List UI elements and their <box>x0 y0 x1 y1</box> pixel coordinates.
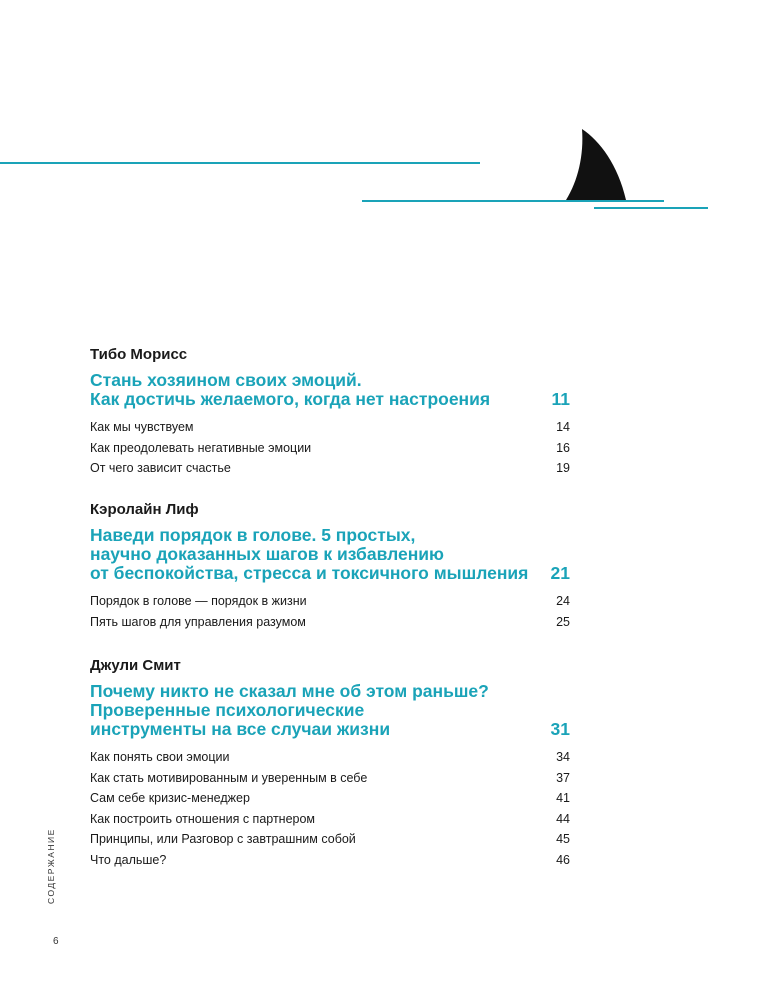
toc-title-row[interactable] <box>90 371 570 409</box>
toc-entry-label: Как стать мотивированным и уверенным в себе <box>90 770 368 785</box>
toc-entry-label: Как мы чувствуем <box>90 420 194 434</box>
toc-entry[interactable] <box>90 458 570 479</box>
water-line-long <box>0 162 480 164</box>
toc-entry-page: 41 <box>556 791 570 805</box>
book-title: Наведи порядок в голове. 5 простых, научно доказанных шагов к избавлению от беспокойства, стресса и токсичного мышления <box>90 525 529 583</box>
book-title-page: 11 <box>551 389 570 409</box>
page-number: 6 <box>53 936 59 947</box>
toc-entry-page: 46 <box>556 852 570 867</box>
toc-entry-label: Принципы, или Разговор с завтрашним собой <box>90 832 356 846</box>
toc-entry-label: Сам себе кризис-менеджер <box>90 791 250 805</box>
toc-section <box>90 345 570 479</box>
toc-section <box>90 656 570 870</box>
book-title: Стань хозяином своих эмоций. Как достичь желаемого, когда нет настроения <box>90 370 491 409</box>
toc-entry-label: Что дальше? <box>90 852 167 867</box>
author-name: Тибо Морисс <box>90 346 188 363</box>
toc-entry-page: 34 <box>556 750 570 764</box>
toc-entry-label: Порядок в голове — порядок в жизни <box>90 594 307 608</box>
toc-entry-page: 37 <box>556 770 570 785</box>
toc-entry[interactable] <box>90 591 570 612</box>
toc-entry-label: Пять шагов для управления разумом <box>90 614 306 629</box>
toc-title-row[interactable] <box>90 682 570 739</box>
toc-entry[interactable] <box>90 417 570 438</box>
shark-fin-icon <box>566 129 628 201</box>
toc-entry-page: 16 <box>556 440 570 455</box>
toc-section <box>90 500 570 632</box>
toc-entry-page: 24 <box>556 594 570 608</box>
toc-entry-page: 45 <box>556 832 570 846</box>
toc-entry[interactable] <box>90 829 570 850</box>
toc-entry-page: 44 <box>556 811 570 826</box>
water-line-short <box>594 207 708 209</box>
toc-entry[interactable] <box>90 438 570 459</box>
toc-entry-page: 19 <box>556 461 570 475</box>
toc-entry-label: От чего зависит счастье <box>90 461 231 475</box>
toc-entry[interactable] <box>90 747 570 768</box>
book-title: Почему никто не сказал мне об этом раньше? Проверенные психологические инструменты на все случаи жизни <box>90 681 489 739</box>
author-name: Кэролайн Лиф <box>90 501 199 518</box>
toc-entry[interactable] <box>90 612 570 633</box>
toc-entry-label: Как понять свои эмоции <box>90 750 230 764</box>
toc-title-row[interactable] <box>90 526 570 583</box>
toc-entry-page: 25 <box>556 614 570 629</box>
toc-entry[interactable] <box>90 768 570 789</box>
toc-entry-page: 14 <box>556 420 570 434</box>
author-name: Джули Смит <box>90 657 181 674</box>
toc-entry[interactable] <box>90 788 570 809</box>
toc-entry-label: Как преодолевать негативные эмоции <box>90 440 312 455</box>
toc-entry-label: Как построить отношения с партнером <box>90 811 316 826</box>
toc-entry[interactable] <box>90 809 570 830</box>
toc-entry[interactable] <box>90 850 570 871</box>
section-label: СОДЕРЖАНИЕ <box>46 828 56 904</box>
book-title-page: 21 <box>550 563 570 583</box>
book-title-page: 31 <box>550 719 570 739</box>
